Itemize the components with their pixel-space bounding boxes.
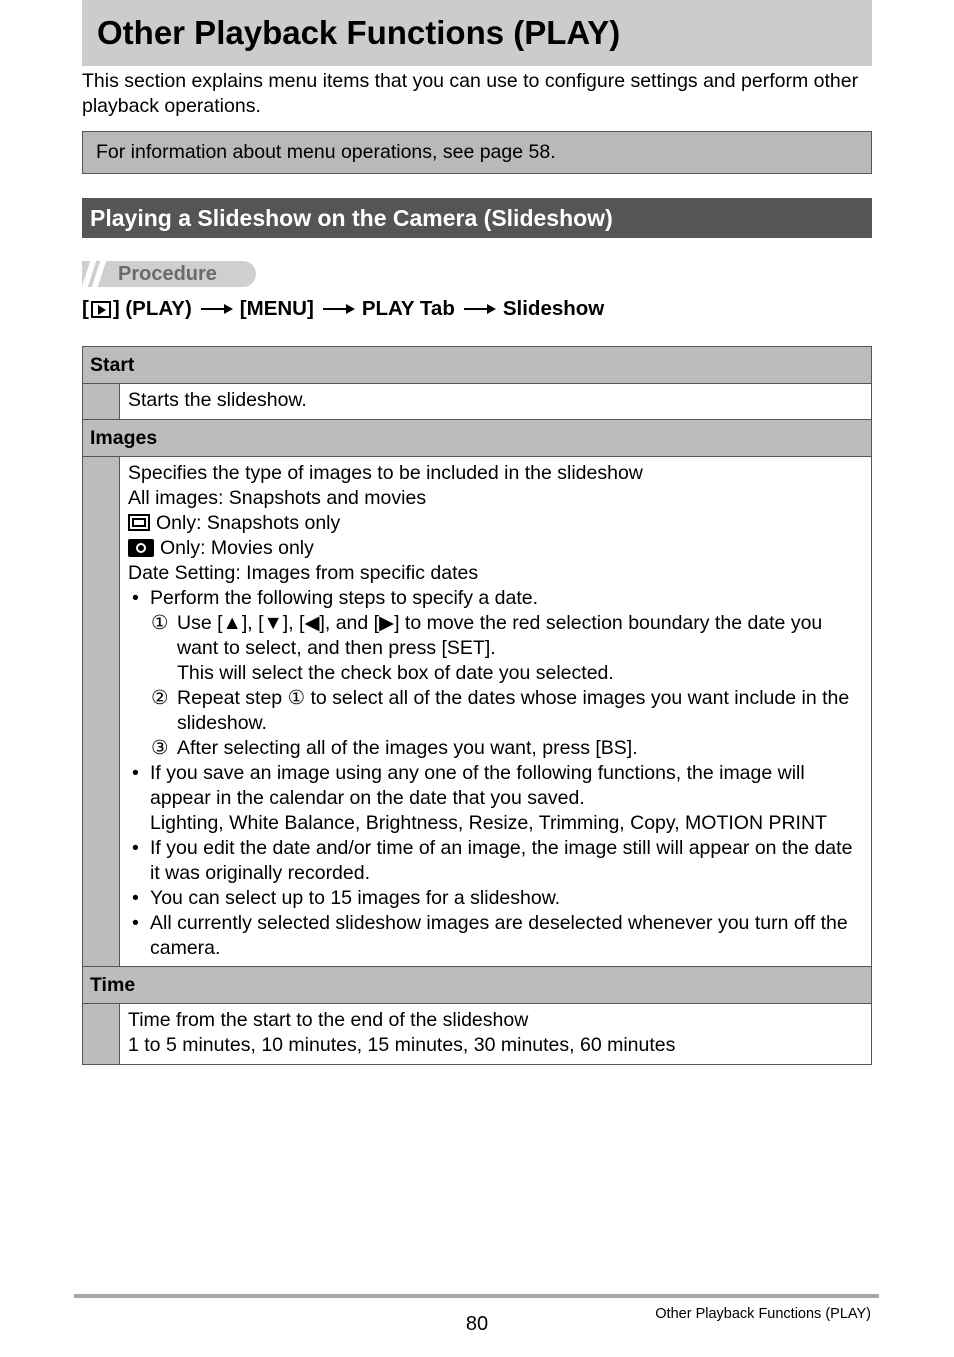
row-content-images xyxy=(120,457,871,966)
menu-path xyxy=(82,295,604,323)
bullet-item: • All currently selected slideshow images are deselected whenever you turn off the camera. xyxy=(128,911,863,961)
snapshot-icon xyxy=(128,514,150,531)
path-bracket-open: [ xyxy=(82,297,89,320)
page-title-bar xyxy=(82,0,872,66)
info-note: For information about menu operations, see page 58. xyxy=(82,131,872,174)
page-number: 80 xyxy=(465,1313,489,1335)
start-desc: Starts the slideshow. xyxy=(128,389,307,411)
settings-table xyxy=(82,346,872,1065)
row-head-start: Start xyxy=(83,347,871,384)
section-title: Playing a Slideshow on the Camera (Slideshow) xyxy=(90,205,613,231)
procedure-badge xyxy=(82,261,256,287)
bullet-item: • If you edit the date and/or time of an image, the image still will appear on the date it was originally recorded. xyxy=(128,836,863,886)
bullet-item: • You can select up to 15 images for a slideshow. xyxy=(128,886,863,911)
row-head-images: Images xyxy=(83,420,871,457)
page-title: Other Playback Functions (PLAY) xyxy=(97,14,621,51)
images-option-movies xyxy=(128,536,863,561)
time-options: 1 to 5 minutes, 10 minutes, 15 minutes, 30 minutes, 60 minutes xyxy=(128,1034,676,1056)
bullet-item: • Perform the following steps to specify a date. xyxy=(128,586,863,611)
row-gutter xyxy=(83,457,120,966)
row-body-time xyxy=(83,1004,871,1064)
step-text: Use [▲], [▼], [◀], and [▶] to move the red selection boundary the date you want to select, and then press [SET]. xyxy=(177,612,823,659)
intro-text: This section explains menu items that you can use to configure settings and perform other playback operations. xyxy=(82,70,859,117)
step-number: ③ xyxy=(151,737,169,759)
row-content-start xyxy=(120,384,871,419)
step-text: After selecting all of the images you want, press [BS]. xyxy=(177,737,638,759)
snapshots-only-text: Only: Snapshots only xyxy=(156,512,341,534)
footer-divider xyxy=(74,1294,879,1298)
bullet-continuation: Lighting, White Balance, Brightness, Resize, Trimming, Copy, MOTION PRINT xyxy=(150,812,827,834)
images-option-snapshots xyxy=(128,511,863,536)
arrow-right-icon xyxy=(201,308,231,310)
row-gutter xyxy=(83,384,120,419)
step-item xyxy=(128,611,863,661)
path-step-menu: [MENU] xyxy=(239,297,314,320)
footer-chapter-label: Other Playback Functions (PLAY) xyxy=(655,1306,871,1322)
row-body-images xyxy=(83,457,871,967)
row-head-time: Time xyxy=(83,967,871,1004)
images-option-date: Date Setting: Images from specific dates xyxy=(128,562,479,584)
movie-icon xyxy=(128,539,154,557)
step-number: ② xyxy=(151,687,169,709)
step-number: ① xyxy=(151,612,169,634)
time-desc: Time from the start to the end of the slideshow xyxy=(128,1009,529,1031)
step-note: This will select the check box of date you selected. xyxy=(177,662,614,684)
row-body-start xyxy=(83,384,871,420)
step-text: Repeat step ① to select all of the dates whose images you want include in the slideshow. xyxy=(177,687,850,734)
arrow-right-icon xyxy=(464,308,494,310)
row-gutter xyxy=(83,1004,120,1064)
bullet-item: • If you save an image using any one of the following functions, the image will appear in the calendar on the date that you saved. xyxy=(128,761,863,811)
step-item xyxy=(128,686,863,736)
section-header xyxy=(82,198,872,238)
path-step-tab: PLAY Tab xyxy=(361,297,455,320)
path-step-item: Slideshow xyxy=(502,297,605,320)
movies-only-text: Only: Movies only xyxy=(160,537,314,559)
procedure-label: Procedure xyxy=(118,263,217,285)
images-desc: Specifies the type of images to be included in the slideshow xyxy=(128,462,643,484)
step-item xyxy=(128,736,863,761)
images-option-all: All images: Snapshots and movies xyxy=(128,487,427,509)
row-content-time xyxy=(120,1004,871,1064)
path-step-play: ] (PLAY) xyxy=(112,297,192,320)
play-icon xyxy=(91,301,111,318)
arrow-right-icon xyxy=(323,308,353,310)
